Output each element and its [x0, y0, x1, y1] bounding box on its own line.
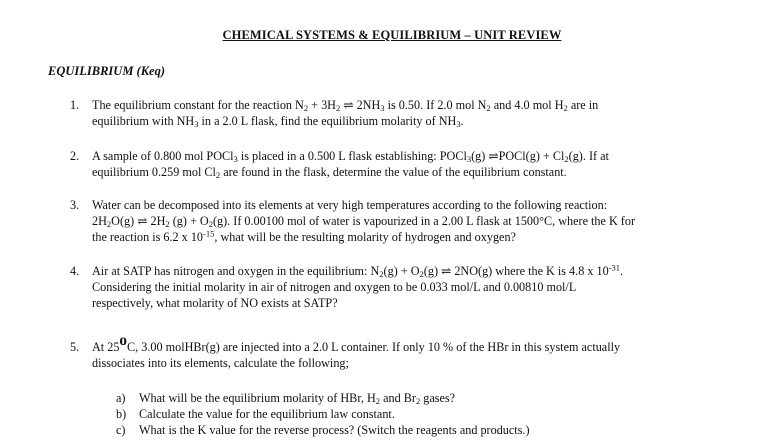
question-line: Water can be decomposed into its elements at very high temperatures according to the following reaction:	[92, 198, 608, 212]
question-number: 2.	[70, 149, 80, 163]
question-text	[92, 331, 746, 371]
question-number: 5.	[70, 340, 80, 354]
question-5-parts	[116, 390, 716, 438]
question-line: the reaction is 6.2 x $10^{-15}$, what will be the resulting molarity of hydrogen and oxygen?	[92, 228, 516, 244]
list-item	[116, 390, 716, 406]
question-4	[70, 263, 746, 311]
question-1	[70, 97, 746, 129]
question-line: dissociates into its elements, calculate the following;	[92, 356, 349, 370]
part-text: What will be the equilibrium molarity of HBr, $H_2$ and $Br_2$ gases?	[139, 391, 456, 407]
question-3	[70, 197, 746, 245]
question-text	[92, 197, 746, 245]
question-line: Considering the initial molarity in air of nitrogen and oxygen to be 0.033 mol/L and 0.00810 mol/L	[92, 280, 577, 294]
question-line: Air at SATP has nitrogen and oxygen in the equilibrium: $N_2(g) + O_2(g)$ ⇌ 2NO(g) where the K is 4.8 x $10^{-31}$.	[92, 262, 624, 280]
part-text: What is the K value for the reverse process? (Switch the reagents and products.)	[139, 423, 530, 437]
question-line: equilibrium with $NH_3$ in a 2.0 L flask, find the equilibrium molarity of $NH_3$.	[92, 114, 464, 130]
part-text: Calculate the value for the equilibrium law constant.	[139, 407, 395, 421]
question-line: At 25oC, 3.00 molHBr(g) are injected into a 2.0 L container. If only 10 % of the HBr in this system actually	[92, 331, 621, 354]
part-label: c)	[116, 423, 126, 437]
question-number: 4.	[70, 264, 80, 278]
question-number: 3.	[70, 198, 80, 212]
question-text	[92, 263, 746, 311]
list-item	[116, 406, 716, 422]
question-5	[70, 331, 746, 371]
section-heading: EQUILIBRIUM (Keq)	[48, 64, 166, 78]
question-number: 1.	[70, 98, 80, 112]
question-line: The equilibrium constant for the reaction $N_2 + 3H_2$ ⇌ $2NH_3$ is 0.50. If 2.0 mol $N_2$ and 4.0 mol $H_2$ are in	[92, 98, 599, 114]
question-line: equilibrium 0.259 mol $Cl_2$ are found in the flask, determine the value of the equilibrium constant.	[92, 165, 567, 181]
question-2	[70, 148, 746, 180]
page-title: CHEMICAL SYSTEMS & EQUILIBRIUM – UNIT REVIEW	[222, 28, 562, 42]
question-line: $2H_2O(g)$ ⇌ $2H_2$ $(g) + O_2(g)$. If 0.00100 mol of water is vapourized in a 2.00 L flask at 1500°C, where the K for	[92, 214, 636, 230]
question-text	[92, 97, 746, 129]
question-line: respectively, what molarity of NO exists at SATP?	[92, 296, 338, 310]
part-label: b)	[116, 407, 127, 421]
list-item	[116, 422, 716, 438]
question-text	[92, 148, 746, 180]
part-label: a)	[116, 391, 126, 405]
degree-mark: o	[119, 331, 128, 349]
question-line: A sample of 0.800 mol POCl$_3$ is placed in a 0.500 L flask establishing: POCl$_3$(g) ⇌POCl(g) + $Cl_2(g)$. If at	[92, 149, 609, 165]
